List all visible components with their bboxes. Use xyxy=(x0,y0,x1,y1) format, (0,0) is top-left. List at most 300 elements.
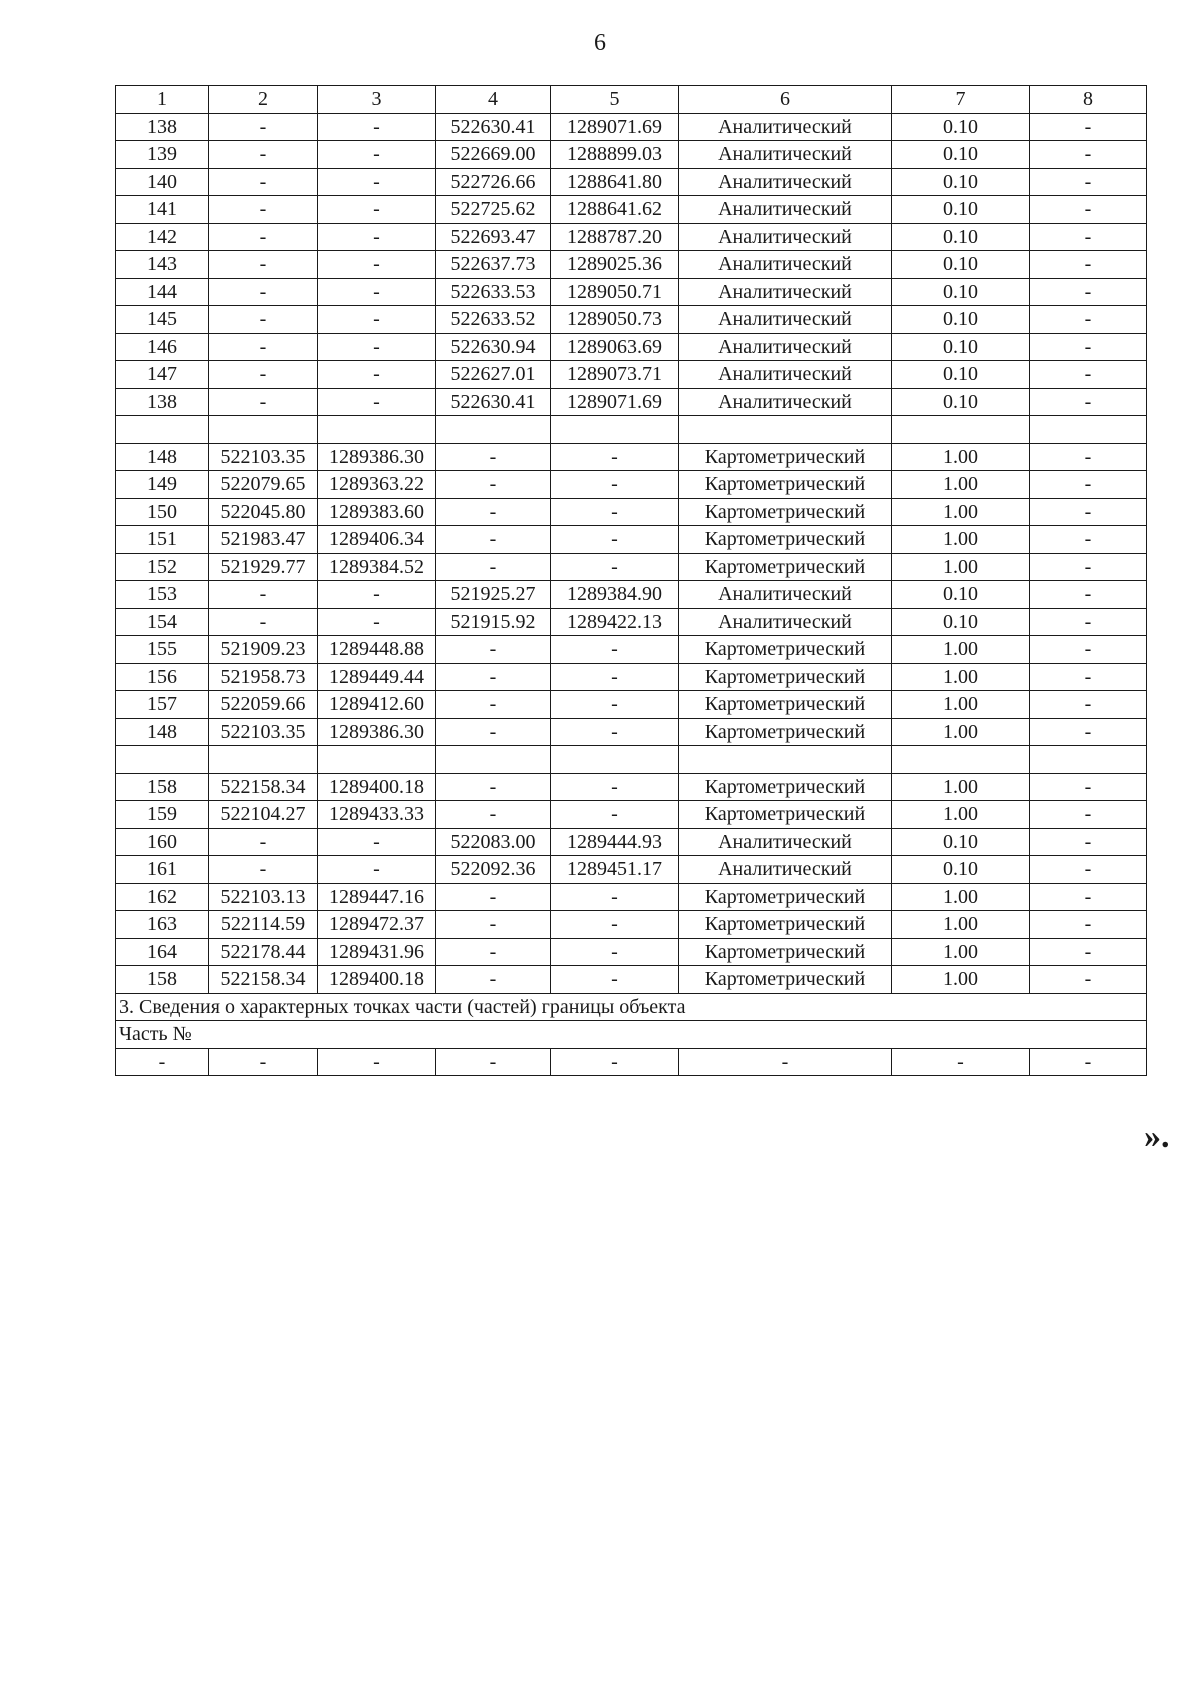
table-cell: Аналитический xyxy=(679,828,892,856)
table-cell: Картометрический xyxy=(679,911,892,939)
table-cell: 1288899.03 xyxy=(551,141,679,169)
table-cell: - xyxy=(551,636,679,664)
table-row xyxy=(116,416,1147,444)
table-cell: - xyxy=(551,443,679,471)
table-cell: Картометрический xyxy=(679,691,892,719)
table-cell: 1289400.18 xyxy=(318,966,436,994)
table-cell: Аналитический xyxy=(679,333,892,361)
table-cell: 159 xyxy=(116,801,209,829)
table-cell: Картометрический xyxy=(679,471,892,499)
table-cell: - xyxy=(209,306,318,334)
table-cell: - xyxy=(1030,168,1147,196)
table-cell: - xyxy=(1030,1048,1147,1076)
table-row xyxy=(116,223,1147,251)
table-cell: Картометрический xyxy=(679,663,892,691)
table-cell: 1.00 xyxy=(892,443,1030,471)
table-cell: 151 xyxy=(116,526,209,554)
table-cell: 1289448.88 xyxy=(318,636,436,664)
page-number: 6 xyxy=(594,30,606,56)
table-cell: 1289063.69 xyxy=(551,333,679,361)
table-cell xyxy=(318,746,436,774)
table-cell: 0.10 xyxy=(892,251,1030,279)
table-cell: - xyxy=(209,333,318,361)
table-cell: 161 xyxy=(116,856,209,884)
table-cell: 521909.23 xyxy=(209,636,318,664)
table-cell: 522637.73 xyxy=(436,251,551,279)
table-cell: - xyxy=(436,773,551,801)
table-cell: 522045.80 xyxy=(209,498,318,526)
table-cell: 0.10 xyxy=(892,361,1030,389)
table-cell: 1289449.44 xyxy=(318,663,436,691)
table-cell: - xyxy=(1030,718,1147,746)
table-cell: - xyxy=(209,196,318,224)
table-cell: - xyxy=(209,828,318,856)
table-cell: 157 xyxy=(116,691,209,719)
table-cell: 5 xyxy=(551,86,679,114)
part-number-label: Часть № xyxy=(116,1021,1147,1049)
table-cell: 6 xyxy=(679,86,892,114)
table-cell: 521983.47 xyxy=(209,526,318,554)
table-cell: 522079.65 xyxy=(209,471,318,499)
section-title: 3. Сведения о характерных точках части (частей) границы объекта xyxy=(116,993,1147,1021)
table-cell: 1289444.93 xyxy=(551,828,679,856)
table-cell: Аналитический xyxy=(679,306,892,334)
table-cell: 0.10 xyxy=(892,113,1030,141)
table-cell: 141 xyxy=(116,196,209,224)
table-cell: 148 xyxy=(116,443,209,471)
table-cell: 160 xyxy=(116,828,209,856)
table-cell: 147 xyxy=(116,361,209,389)
table-row xyxy=(116,828,1147,856)
table-cell: 1.00 xyxy=(892,883,1030,911)
table-cell: 1289433.33 xyxy=(318,801,436,829)
table-cell: 0.10 xyxy=(892,306,1030,334)
part-number-label-row xyxy=(116,1021,1147,1049)
table-row xyxy=(116,801,1147,829)
table-cell: - xyxy=(209,388,318,416)
table-cell: - xyxy=(318,581,436,609)
table-cell: 1289412.60 xyxy=(318,691,436,719)
table-cell: 1289071.69 xyxy=(551,388,679,416)
table-cell: 162 xyxy=(116,883,209,911)
table-cell: 7 xyxy=(892,86,1030,114)
table-cell: 522083.00 xyxy=(436,828,551,856)
table-cell: Картометрический xyxy=(679,938,892,966)
table-cell: Аналитический xyxy=(679,856,892,884)
table-cell: - xyxy=(318,278,436,306)
table-row xyxy=(116,113,1147,141)
table-cell: 1.00 xyxy=(892,471,1030,499)
table-cell xyxy=(551,416,679,444)
table-cell: - xyxy=(551,883,679,911)
table-cell: Аналитический xyxy=(679,168,892,196)
table-row xyxy=(116,938,1147,966)
table-cell: - xyxy=(1030,938,1147,966)
table-cell: 1.00 xyxy=(892,938,1030,966)
table-cell: Картометрический xyxy=(679,526,892,554)
table-cell: 154 xyxy=(116,608,209,636)
table-cell: 1289384.90 xyxy=(551,581,679,609)
table-cell xyxy=(209,416,318,444)
table-cell: Картометрический xyxy=(679,883,892,911)
table-cell: 1289363.22 xyxy=(318,471,436,499)
table-cell: - xyxy=(318,306,436,334)
table-cell: - xyxy=(1030,966,1147,994)
table-cell: - xyxy=(436,636,551,664)
table-cell xyxy=(892,416,1030,444)
table-cell: - xyxy=(436,883,551,911)
table-row xyxy=(116,1048,1147,1076)
table-cell: - xyxy=(318,223,436,251)
table-cell xyxy=(892,746,1030,774)
table-row xyxy=(116,278,1147,306)
table-cell: 1.00 xyxy=(892,773,1030,801)
table-cell: Аналитический xyxy=(679,141,892,169)
table-cell: - xyxy=(1030,608,1147,636)
table-cell: 153 xyxy=(116,581,209,609)
table-cell: - xyxy=(1030,801,1147,829)
table-cell: - xyxy=(551,718,679,746)
table-cell: 8 xyxy=(1030,86,1147,114)
table-cell: - xyxy=(116,1048,209,1076)
table-cell: 143 xyxy=(116,251,209,279)
table-row xyxy=(116,553,1147,581)
table-cell: 145 xyxy=(116,306,209,334)
table-cell: 0.10 xyxy=(892,608,1030,636)
table-cell: - xyxy=(209,608,318,636)
table-cell: - xyxy=(318,333,436,361)
table-cell: 0.10 xyxy=(892,278,1030,306)
table-cell: - xyxy=(318,856,436,884)
table-cell: 522103.35 xyxy=(209,718,318,746)
table-cell: - xyxy=(1030,306,1147,334)
table-cell: - xyxy=(209,251,318,279)
table-cell: Картометрический xyxy=(679,718,892,746)
table-cell: - xyxy=(436,801,551,829)
table-row xyxy=(116,773,1147,801)
table-cell: - xyxy=(436,526,551,554)
table-cell: 140 xyxy=(116,168,209,196)
table-cell: 1288787.20 xyxy=(551,223,679,251)
table-cell xyxy=(436,746,551,774)
table-cell: 1.00 xyxy=(892,911,1030,939)
table-cell: - xyxy=(436,443,551,471)
table-cell: - xyxy=(209,361,318,389)
table-cell: - xyxy=(1030,361,1147,389)
table-row xyxy=(116,141,1147,169)
table-cell: - xyxy=(209,168,318,196)
table-cell: 522158.34 xyxy=(209,773,318,801)
table-cell: - xyxy=(551,471,679,499)
table-cell: - xyxy=(1030,443,1147,471)
table-cell xyxy=(116,746,209,774)
table-cell: 1289050.73 xyxy=(551,306,679,334)
table-cell xyxy=(551,746,679,774)
table-cell: - xyxy=(1030,526,1147,554)
table-cell: - xyxy=(209,278,318,306)
table-cell: 1289406.34 xyxy=(318,526,436,554)
table-cell: 522158.34 xyxy=(209,966,318,994)
table-cell: 521925.27 xyxy=(436,581,551,609)
table-cell: 1.00 xyxy=(892,553,1030,581)
table-cell: 522178.44 xyxy=(209,938,318,966)
table-cell: Аналитический xyxy=(679,581,892,609)
table-cell: 1.00 xyxy=(892,691,1030,719)
table-cell: 138 xyxy=(116,388,209,416)
table-cell xyxy=(436,416,551,444)
table-cell: 1.00 xyxy=(892,526,1030,554)
table-cell: Аналитический xyxy=(679,388,892,416)
table-cell: - xyxy=(1030,883,1147,911)
table-cell: - xyxy=(318,251,436,279)
table-cell: Картометрический xyxy=(679,801,892,829)
table-cell: 1289025.36 xyxy=(551,251,679,279)
table-cell: 1288641.80 xyxy=(551,168,679,196)
table-cell: 3 xyxy=(318,86,436,114)
table-cell: Аналитический xyxy=(679,113,892,141)
table-cell: - xyxy=(1030,553,1147,581)
table-cell: - xyxy=(551,498,679,526)
table-cell: 158 xyxy=(116,966,209,994)
table-body xyxy=(116,86,1147,1076)
table-cell: - xyxy=(318,828,436,856)
table-cell: 142 xyxy=(116,223,209,251)
table-cell: 0.10 xyxy=(892,388,1030,416)
table-cell: - xyxy=(318,608,436,636)
table-cell: - xyxy=(551,691,679,719)
table-cell: - xyxy=(318,1048,436,1076)
table-cell xyxy=(679,416,892,444)
table-cell: 138 xyxy=(116,113,209,141)
table-cell: 2 xyxy=(209,86,318,114)
table-cell: 155 xyxy=(116,636,209,664)
table-cell: 163 xyxy=(116,911,209,939)
table-cell: 522669.00 xyxy=(436,141,551,169)
table-row xyxy=(116,526,1147,554)
table-cell: - xyxy=(551,526,679,554)
table-cell: 521929.77 xyxy=(209,553,318,581)
table-cell: - xyxy=(436,718,551,746)
table-cell: - xyxy=(551,553,679,581)
table-cell: - xyxy=(551,801,679,829)
table-cell: Аналитический xyxy=(679,361,892,389)
table-cell: 1289383.60 xyxy=(318,498,436,526)
table-cell: 522104.27 xyxy=(209,801,318,829)
table-cell: - xyxy=(318,361,436,389)
table-cell: - xyxy=(209,1048,318,1076)
table-cell: - xyxy=(209,223,318,251)
table-cell: 522630.41 xyxy=(436,388,551,416)
table-row xyxy=(116,663,1147,691)
table-cell: Картометрический xyxy=(679,553,892,581)
table-cell: - xyxy=(318,196,436,224)
table-row xyxy=(116,691,1147,719)
table-cell: 1.00 xyxy=(892,718,1030,746)
section-title-row xyxy=(116,993,1147,1021)
table-cell: 1289422.13 xyxy=(551,608,679,636)
table-cell: Картометрический xyxy=(679,443,892,471)
table-row xyxy=(116,333,1147,361)
table-cell: 522103.13 xyxy=(209,883,318,911)
table-cell xyxy=(1030,746,1147,774)
table-cell: - xyxy=(551,938,679,966)
table-row xyxy=(116,718,1147,746)
table-cell: 522059.66 xyxy=(209,691,318,719)
table-row xyxy=(116,388,1147,416)
table-row xyxy=(116,168,1147,196)
table-cell: - xyxy=(1030,333,1147,361)
table-cell xyxy=(679,746,892,774)
table-cell: - xyxy=(209,113,318,141)
table-cell: 522693.47 xyxy=(436,223,551,251)
table-row xyxy=(116,883,1147,911)
table-cell: - xyxy=(436,966,551,994)
table-row xyxy=(116,471,1147,499)
table-row xyxy=(116,196,1147,224)
table-cell: Аналитический xyxy=(679,223,892,251)
table-cell: 521958.73 xyxy=(209,663,318,691)
table-cell: - xyxy=(1030,691,1147,719)
table-cell: - xyxy=(436,498,551,526)
table-cell: - xyxy=(318,113,436,141)
table-cell: 522630.41 xyxy=(436,113,551,141)
table-cell: 152 xyxy=(116,553,209,581)
table-cell: 522633.52 xyxy=(436,306,551,334)
table-row xyxy=(116,636,1147,664)
table-cell: - xyxy=(436,663,551,691)
table-cell: 1.00 xyxy=(892,801,1030,829)
table-row xyxy=(116,306,1147,334)
table-cell: 522630.94 xyxy=(436,333,551,361)
table-cell: Аналитический xyxy=(679,608,892,636)
table-cell: 522103.35 xyxy=(209,443,318,471)
table-cell: - xyxy=(1030,911,1147,939)
table-cell: - xyxy=(1030,141,1147,169)
table-cell: - xyxy=(318,141,436,169)
table-cell: 158 xyxy=(116,773,209,801)
table-cell: 522633.53 xyxy=(436,278,551,306)
table-cell: - xyxy=(1030,581,1147,609)
table-cell: - xyxy=(436,911,551,939)
table-cell: - xyxy=(209,141,318,169)
table-cell: 1289447.16 xyxy=(318,883,436,911)
table-cell: - xyxy=(209,856,318,884)
table-cell: - xyxy=(209,581,318,609)
table-cell: 1.00 xyxy=(892,498,1030,526)
table-cell: Картометрический xyxy=(679,636,892,664)
table-cell xyxy=(1030,416,1147,444)
table-cell: - xyxy=(318,388,436,416)
closing-quote-mark: ». xyxy=(1144,1118,1170,1155)
table-cell xyxy=(209,746,318,774)
table-cell: - xyxy=(551,663,679,691)
table-row xyxy=(116,361,1147,389)
table-row xyxy=(116,498,1147,526)
table-cell: 0.10 xyxy=(892,333,1030,361)
table-cell: - xyxy=(436,471,551,499)
table-cell: - xyxy=(551,911,679,939)
table-cell: 0.10 xyxy=(892,141,1030,169)
table-cell: - xyxy=(318,168,436,196)
table-cell: - xyxy=(551,773,679,801)
table-cell: 1289451.17 xyxy=(551,856,679,884)
table-cell: - xyxy=(1030,663,1147,691)
table-cell: Картометрический xyxy=(679,773,892,801)
table-cell: - xyxy=(436,1048,551,1076)
table-cell: 1.00 xyxy=(892,636,1030,664)
table-cell xyxy=(116,416,209,444)
table-cell: 1289386.30 xyxy=(318,443,436,471)
table-cell: 1289431.96 xyxy=(318,938,436,966)
table-cell: - xyxy=(1030,196,1147,224)
table-cell: - xyxy=(436,553,551,581)
table-cell: - xyxy=(679,1048,892,1076)
table-cell: Аналитический xyxy=(679,196,892,224)
table-row xyxy=(116,608,1147,636)
table-cell: - xyxy=(892,1048,1030,1076)
table-cell: - xyxy=(1030,113,1147,141)
table-cell: - xyxy=(1030,856,1147,884)
table-cell: 139 xyxy=(116,141,209,169)
table-row xyxy=(116,251,1147,279)
table-header-row xyxy=(116,86,1147,114)
table-cell: 1288641.62 xyxy=(551,196,679,224)
table-cell: - xyxy=(1030,223,1147,251)
table-cell: 1289472.37 xyxy=(318,911,436,939)
table-cell: - xyxy=(1030,388,1147,416)
table-cell: 148 xyxy=(116,718,209,746)
table-cell: 1.00 xyxy=(892,663,1030,691)
table-cell: - xyxy=(551,966,679,994)
coordinates-table xyxy=(115,85,1147,1076)
table-cell: 1 xyxy=(116,86,209,114)
table-cell: 149 xyxy=(116,471,209,499)
table-cell: - xyxy=(1030,251,1147,279)
table-cell: - xyxy=(551,1048,679,1076)
table-row xyxy=(116,746,1147,774)
table-cell: Аналитический xyxy=(679,278,892,306)
table-cell: 144 xyxy=(116,278,209,306)
table-cell: - xyxy=(1030,278,1147,306)
table-cell: - xyxy=(1030,498,1147,526)
table-cell: 164 xyxy=(116,938,209,966)
table-cell: 0.10 xyxy=(892,581,1030,609)
table-row xyxy=(116,911,1147,939)
table-row xyxy=(116,443,1147,471)
table-cell: 522114.59 xyxy=(209,911,318,939)
table-cell: 146 xyxy=(116,333,209,361)
table-cell: - xyxy=(1030,636,1147,664)
table-cell: - xyxy=(1030,773,1147,801)
table-cell: 4 xyxy=(436,86,551,114)
table-cell: 522627.01 xyxy=(436,361,551,389)
table-cell: - xyxy=(436,691,551,719)
table-cell: 1289050.71 xyxy=(551,278,679,306)
table-cell: Аналитический xyxy=(679,251,892,279)
table-cell: - xyxy=(1030,471,1147,499)
table-cell: 522092.36 xyxy=(436,856,551,884)
table-cell: 522726.66 xyxy=(436,168,551,196)
table-cell: 1.00 xyxy=(892,966,1030,994)
table-cell: 1289400.18 xyxy=(318,773,436,801)
table-cell: 1289384.52 xyxy=(318,553,436,581)
table-row xyxy=(116,856,1147,884)
table-cell: 0.10 xyxy=(892,223,1030,251)
table-cell: 521915.92 xyxy=(436,608,551,636)
table-cell: 0.10 xyxy=(892,856,1030,884)
table-cell: - xyxy=(1030,828,1147,856)
table-cell: 522725.62 xyxy=(436,196,551,224)
